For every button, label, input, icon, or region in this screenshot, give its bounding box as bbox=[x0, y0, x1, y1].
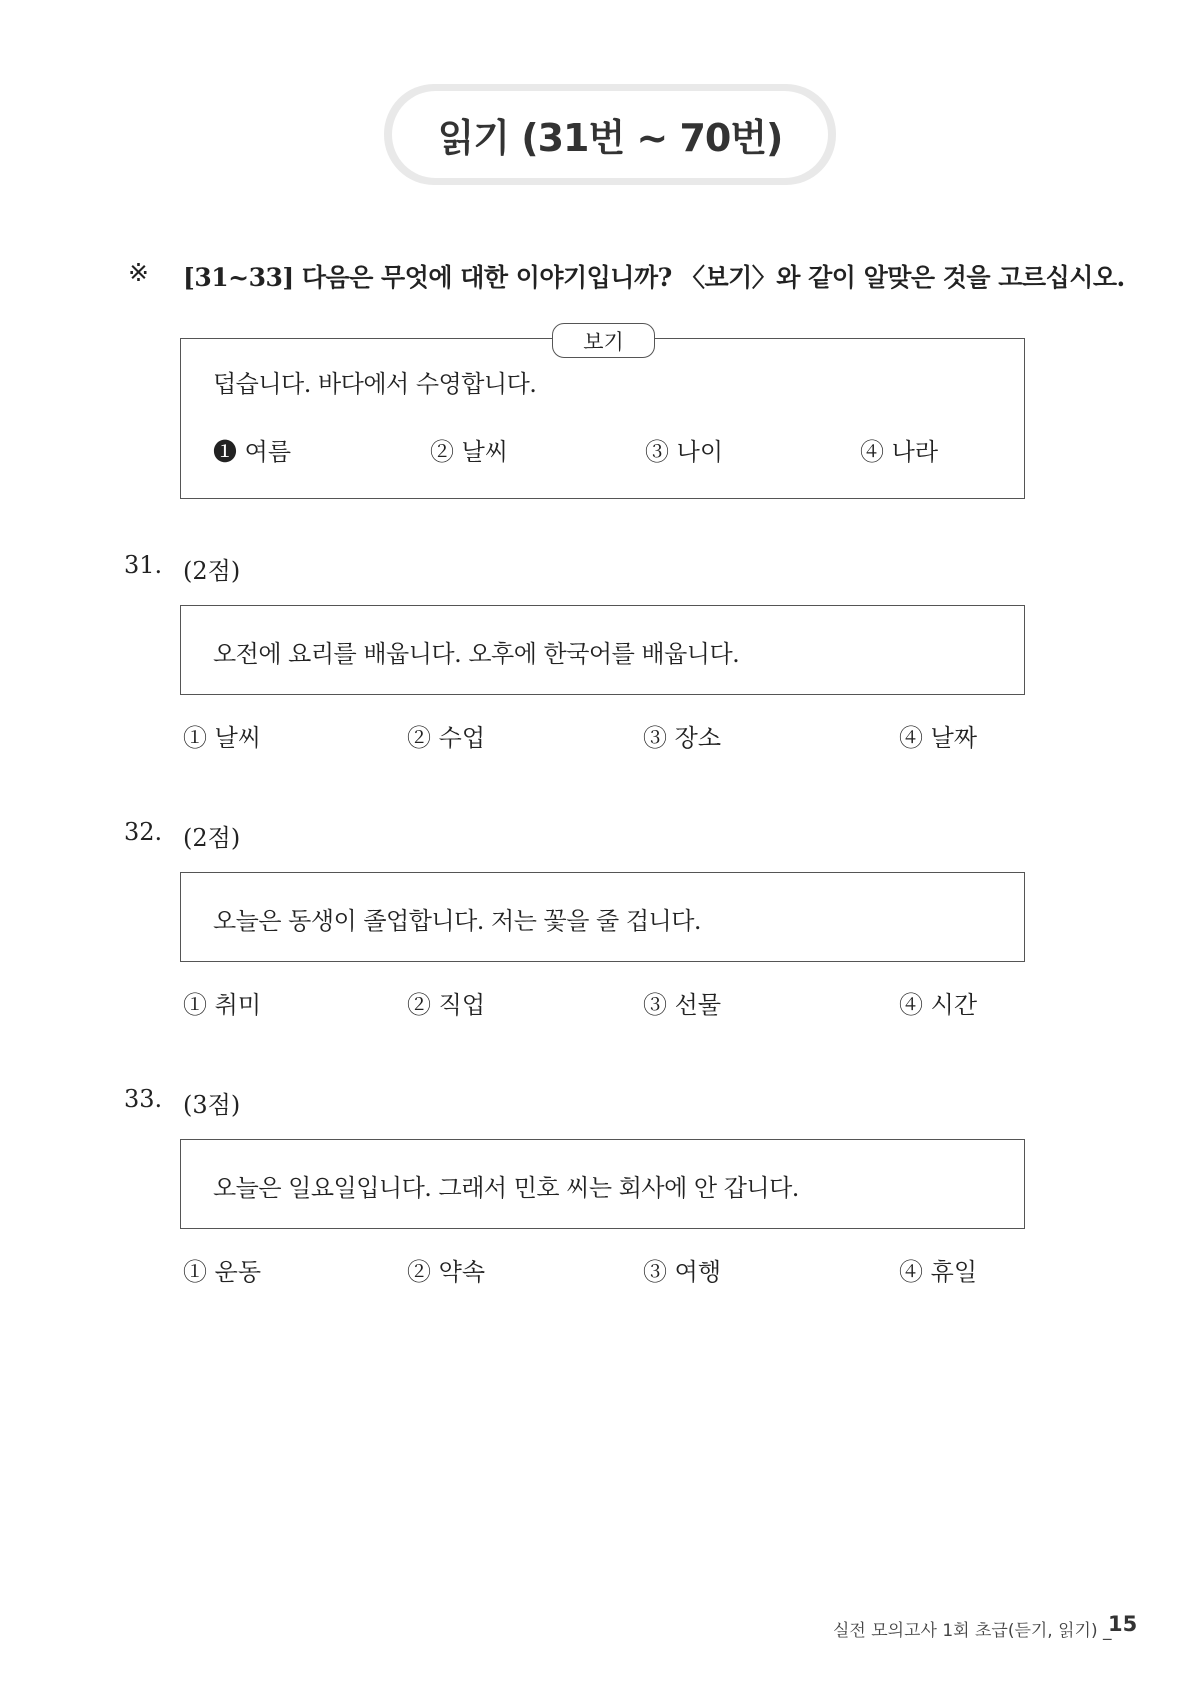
question-33-option-1[interactable]: ① 운동 bbox=[183, 1258, 261, 1286]
example-option-2: ② 날씨 bbox=[430, 438, 508, 466]
question-32-option-3[interactable]: ③ 선물 bbox=[643, 991, 721, 1019]
question-33-passage: 오늘은 일요일입니다. 그래서 민호 씨는 회사에 안 갑니다. bbox=[213, 1174, 799, 1202]
question-31-option-4[interactable]: ④ 날짜 bbox=[899, 724, 977, 752]
question-33-option-3[interactable]: ③ 여행 bbox=[643, 1258, 721, 1286]
question-32-number: 32. bbox=[124, 818, 163, 846]
question-33-option-2[interactable]: ② 약속 bbox=[407, 1258, 485, 1286]
question-31-option-2[interactable]: ② 수업 bbox=[407, 724, 485, 752]
question-32-option-4[interactable]: ④ 시간 bbox=[899, 991, 977, 1019]
example-option-1: ❶ 여름 bbox=[213, 438, 291, 466]
example-label: 보기 bbox=[552, 323, 655, 358]
question-31-number: 31. bbox=[124, 551, 163, 579]
question-32-points: (2점) bbox=[183, 824, 241, 852]
question-31-option-3[interactable]: ③ 장소 bbox=[643, 724, 721, 752]
question-32-passage: 오늘은 동생이 졸업합니다. 저는 꽃을 줄 겁니다. bbox=[213, 907, 702, 935]
footer-text: 실전 모의고사 1회 초급(듣기, 읽기) _ bbox=[833, 1621, 1112, 1641]
question-33-number: 33. bbox=[124, 1085, 163, 1113]
question-31-points: (2점) bbox=[183, 557, 241, 585]
question-32-option-2[interactable]: ② 직업 bbox=[407, 991, 485, 1019]
example-option-4: ④ 나라 bbox=[860, 438, 938, 466]
question-33-points: (3점) bbox=[183, 1091, 241, 1119]
example-sentence: 덥습니다. 바다에서 수영합니다. bbox=[213, 370, 537, 398]
question-32-option-1[interactable]: ① 취미 bbox=[183, 991, 261, 1019]
question-31-passage: 오전에 요리를 배웁니다. 오후에 한국어를 배웁니다. bbox=[213, 640, 740, 668]
section-title-box bbox=[392, 91, 828, 178]
instruction-text: [31~33] 다음은 무엇에 대한 이야기입니까? 〈보기〉와 같이 알맞은 것을 고르십시오. bbox=[183, 263, 1125, 292]
example-option-3: ③ 나이 bbox=[645, 438, 723, 466]
question-31-option-1[interactable]: ① 날씨 bbox=[183, 724, 261, 752]
reference-mark: ※ bbox=[128, 258, 149, 287]
page-number: 15 bbox=[1108, 1612, 1138, 1636]
example-box bbox=[180, 338, 1025, 499]
question-33-option-4[interactable]: ④ 휴일 bbox=[899, 1258, 977, 1286]
section-title: 읽기 (31번 ~ 70번) bbox=[437, 116, 783, 160]
